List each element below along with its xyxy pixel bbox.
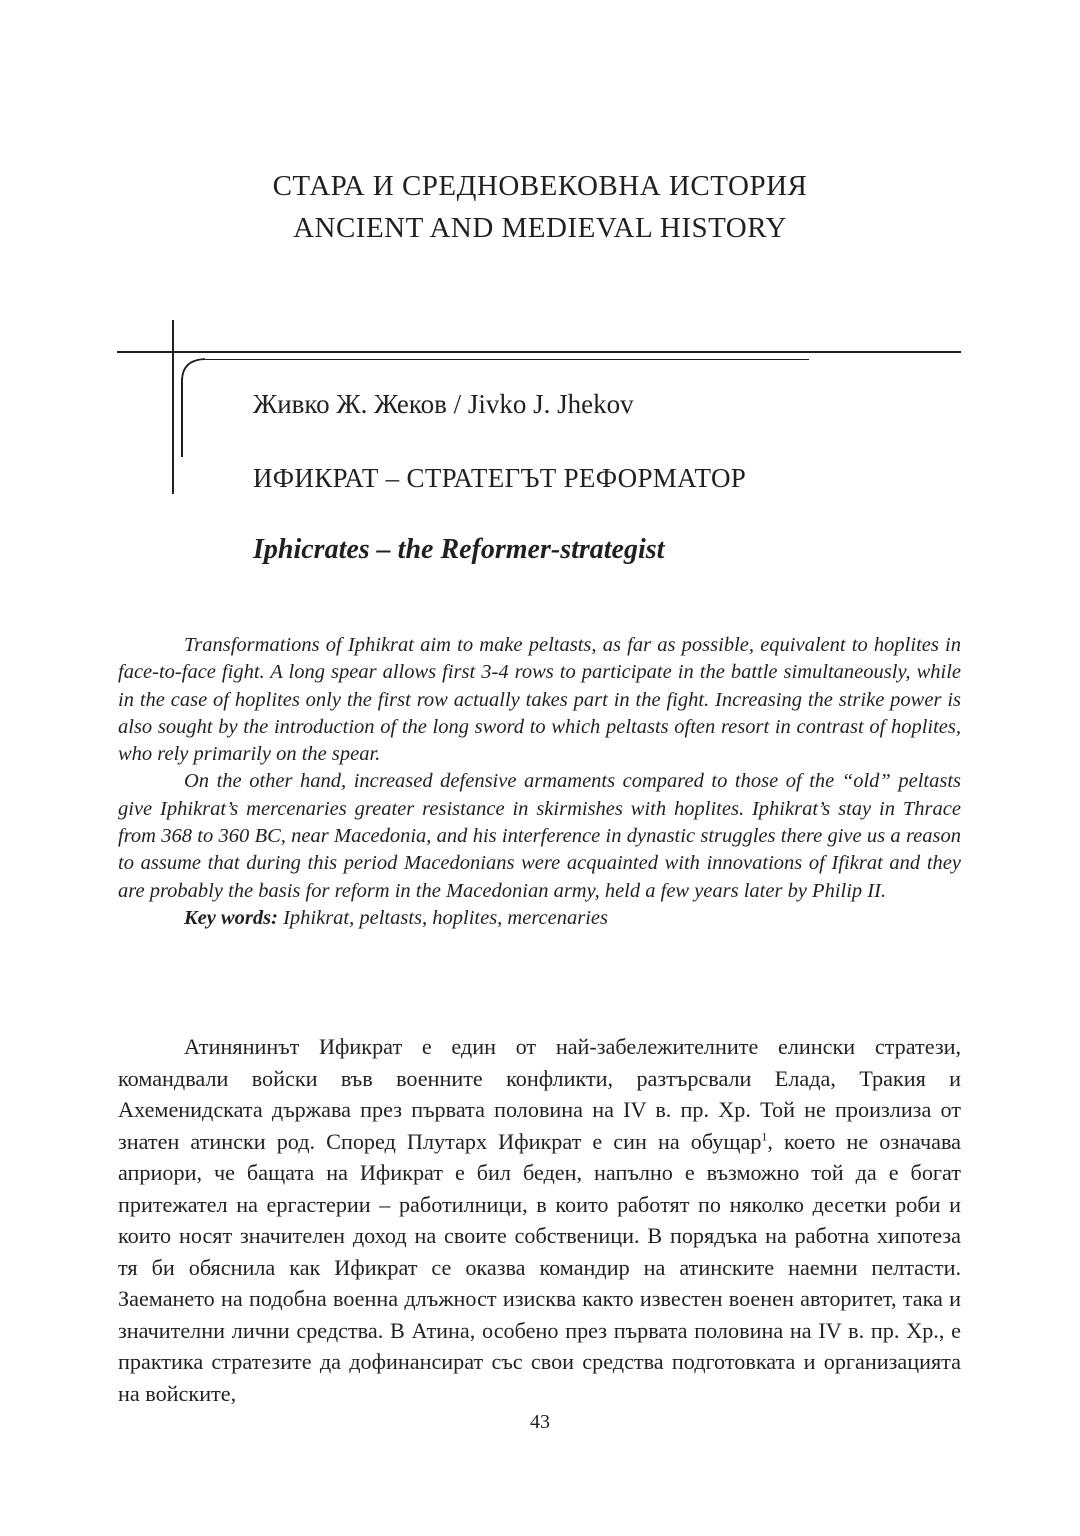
footnote-marker[interactable]: 1: [761, 1129, 768, 1144]
rule-left-outer: [172, 320, 174, 494]
abstract-paragraph: Transformations of Iphikrat aim to make peltasts, as far as possible, equivalent to hoplites in face-to-face fight. A long spear allows first 3-4 rows to participate in the battle simultaneously, while in the case of hoplites only the first row actually takes part in the fight. Increasing the strike power is also sought by the introduction of the long sword to which peltasts often resort in contrast of hoplites, who rely primarily on the spear.: [118, 634, 961, 766]
rule-top-long: [117, 351, 961, 353]
abstract-paragraph: On the other hand, increased defensive armaments compared to those of the “old” peltasts give Iphikrat’s mercenaries greater resistance in skirmishes with hoplites. Iphikrat’s stay in Thrace from 368 to 360 BC, near Macedonia, and his interference in dynastic struggles there give us a reason to assume that during this period Macedonians were acquainted with innovations of Ifikrat and they are probably the basis for reform in the Macedonian army, held a few years later by Philip II.: [118, 770, 961, 902]
article-title-en: Iphicrates – the Reformer-strategist: [253, 534, 665, 565]
body-text-segment: , което не означава априори, че бащата на Ификрат е бил беден, напълно е възможно той да е богат притежател на ергастерии – работилници, в които работят по няколко десетки роби и които носят значителен доход на своите собственици. В порядъка на работна хипотеза тя би обяснила как Ификрат се оказва командир на атинските наемни пелтасти. Заемането на подобна военна длъжност изисква както известен военен авторитет, така и значителни лични средства. В Атина, особено през първата половина на IV в. пр. Хр., е практика стратезите да дофинансират със свои средства подготовката и организацията на войските,: [118, 1128, 961, 1406]
section-title-en: ANCIENT AND MEDIEVAL HISTORY: [293, 212, 787, 244]
rule-left-inner: [181, 378, 183, 457]
body-text-segment: Атинянинът Ификрат е един от най-забележителните елински стратези, командвали войски във военните конфликти, разтърсвали Елада, Тракия и Ахеменидската държава през първата половина на IV в. пр. Хр. Той не произлиза от знатен атински род. Според Плутарх Ификрат е син на обущар: [118, 1034, 961, 1154]
author: Живко Ж. Жеков / Jivko J. Jhekov: [253, 389, 634, 419]
article-title-bg: ИФИКРАТ – СТРАТЕГЪТ РЕФОРМАТОР: [253, 463, 747, 493]
body-text: [118, 1031, 961, 1409]
abstract: [118, 632, 961, 932]
rule-corner-curve: [179, 357, 209, 383]
body-paragraph: [118, 1031, 961, 1409]
rule-top-inner: [203, 359, 809, 360]
keywords-line: [118, 905, 961, 932]
keywords-value: Iphikrat, peltasts, hoplites, mercenaries: [277, 906, 608, 929]
keywords-label: Key words:: [184, 906, 278, 929]
page-number: 43: [530, 1411, 550, 1433]
section-title-bg: СТАРА И СРЕДНОВЕКОВНА ИСТОРИЯ: [272, 170, 808, 202]
